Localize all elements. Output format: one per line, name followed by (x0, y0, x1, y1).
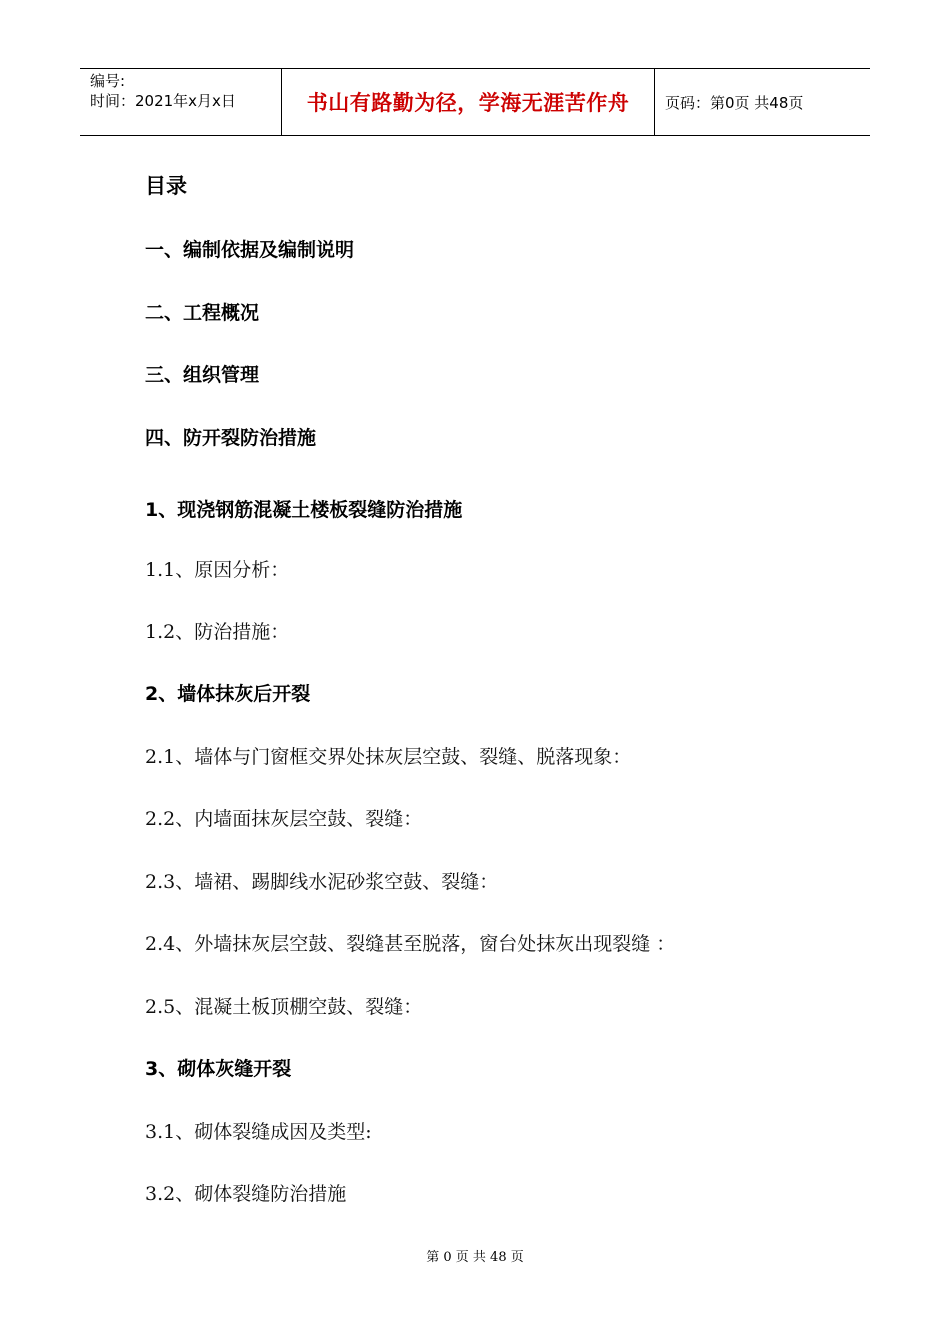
toc-item: 3、砌体灰缝开裂 (145, 1058, 292, 1080)
toc-item: 三、组织管理 (145, 364, 260, 386)
header-meta (90, 71, 236, 111)
toc-item: 2.2、内墙面抹灰层空鼓、裂缝： (145, 808, 423, 830)
toc-title: 目录 (145, 174, 187, 198)
header-motto: 书山有路勤为径，学海无涯苦作舟 (306, 91, 630, 115)
toc-item: 二、工程概况 (145, 302, 260, 324)
toc-item: 2.1、墙体与门窗框交界处抹灰层空鼓、裂缝、脱落现象： (145, 746, 632, 768)
toc-item: 四、防开裂防治措施 (145, 427, 317, 449)
toc-item: 3.1、砌体裂缝成因及类型: (145, 1121, 372, 1143)
time-label: 时间：2021年x月x日 (90, 92, 236, 110)
toc-item: 1.2、防治措施： (145, 621, 290, 643)
number-label: 编号: (90, 72, 126, 90)
toc-item: 3.2、砌体裂缝防治措施 (145, 1183, 347, 1205)
toc-item: 一、编制依据及编制说明 (145, 239, 355, 261)
page-footer: 第 0 页 共 48 页 (426, 1250, 524, 1265)
toc-item: 2.4、外墙抹灰层空鼓、裂缝甚至脱落，窗台处抹灰出现裂缝 ： (145, 933, 676, 955)
header-page-info: 页码：第0页 共48页 (665, 93, 804, 112)
toc-item: 2.5、混凝土板顶棚空鼓、裂缝： (145, 996, 423, 1018)
toc-item: 1、现浇钢筋混凝土楼板裂缝防治措施 (145, 499, 463, 521)
toc-item: 2、墙体抹灰后开裂 (145, 683, 311, 705)
toc-item: 1.1、原因分析： (145, 559, 290, 581)
header-divider (654, 69, 655, 135)
page-header (80, 68, 870, 136)
toc-item: 2.3、墙裙、踢脚线水泥砂浆空鼓、裂缝： (145, 871, 499, 893)
